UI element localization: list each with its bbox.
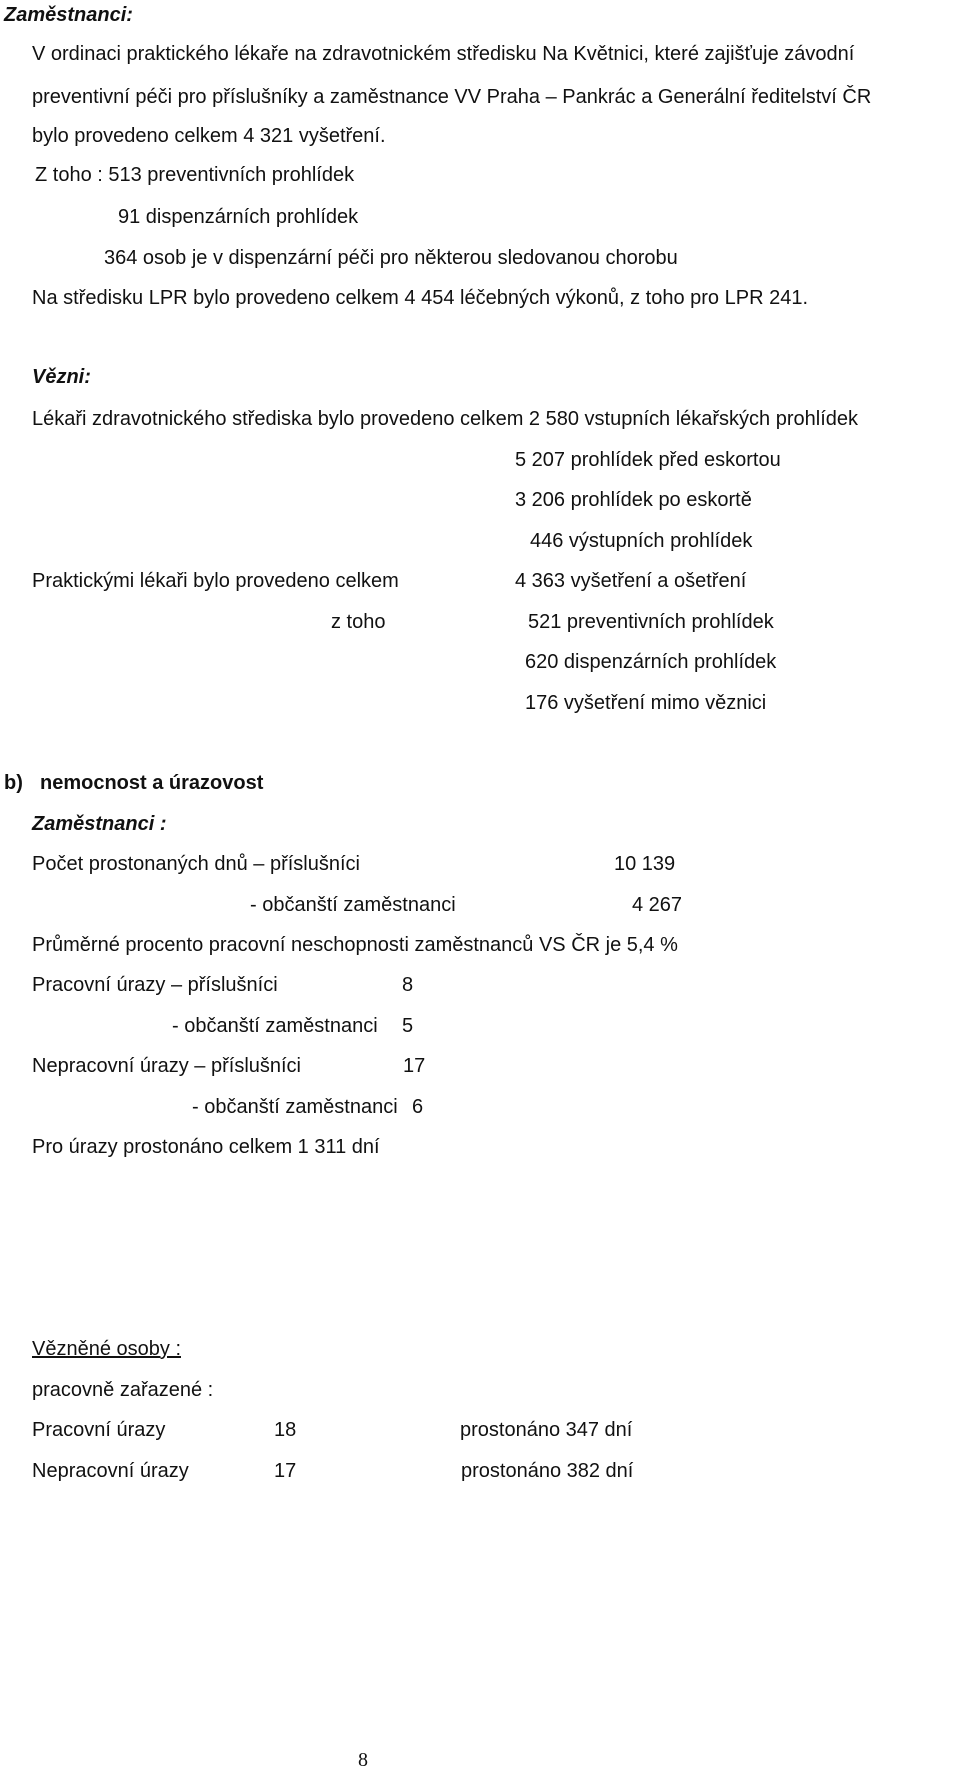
inmates-row-days: prostonáno 382 dní [461, 1460, 634, 1482]
prisoners-entry-exams: Lékaři zdravotnického střediska bylo provedeno celkem 2 580 vstupních lékařských prohlídek [32, 408, 858, 430]
inmates-row-label: Nepracovní úrazy [32, 1460, 189, 1482]
average-incapacity: Průměrné procento pracovní neschopnosti zaměstnanců VS ČR je 5,4 % [32, 934, 678, 956]
section-b-title: nemocnost a úrazovost [40, 772, 264, 794]
sick-days-label: Počet prostonaných dnů – příslušníci [32, 853, 360, 875]
prisoners-dispensary: 620 dispenzárních prohlídek [525, 651, 777, 673]
inmates-row-days: prostonáno 347 dní [460, 1419, 633, 1441]
work-injuries-civil-label: - občanští zaměstnanci [172, 1015, 378, 1037]
nonwork-injuries-value: 17 [403, 1055, 426, 1077]
section-b-marker: b) [4, 772, 23, 794]
nonwork-injuries-civil-value: 6 [412, 1096, 424, 1118]
section-b-employees-heading: Zaměstnanci : [32, 813, 167, 835]
prisoners-practical-label: Praktickými lékaři bylo provedeno celkem [32, 570, 399, 592]
prisoners-after-escort: 3 206 prohlídek po eskortě [515, 489, 752, 511]
prisoners-preventive: 521 preventivních prohlídek [528, 611, 774, 633]
prisoners-practical-value: 4 363 vyšetření a ošetření [515, 570, 747, 592]
injuries-total: Pro úrazy prostonáno celkem 1 311 dní [32, 1136, 380, 1158]
work-injuries-label: Pracovní úrazy – příslušníci [32, 974, 278, 996]
employees-dispensary-persons: 364 osob je v dispenzární péči pro některou sledovanou chorobu [104, 247, 678, 269]
employees-paragraph-line-2: preventivní péči pro příslušníky a zaměstnance VV Praha – Pankrác a Generální ředitelství ČR [32, 86, 872, 108]
prisoners-heading: Vězni: [32, 366, 91, 388]
prisoners-ztoho-label: z toho [331, 611, 386, 633]
sick-days-value: 10 139 [614, 853, 676, 875]
inmates-row-count: 17 [274, 1460, 297, 1482]
sick-days-civil-label: - občanští zaměstnanci [250, 894, 456, 916]
employees-lpr: Na středisku LPR bylo provedeno celkem 4 454 léčebných výkonů, z toho pro LPR 241. [32, 287, 808, 309]
prisoners-exit-exams: 446 výstupních prohlídek [530, 530, 753, 552]
employees-heading: Zaměstnanci: [4, 4, 133, 26]
prisoners-before-escort: 5 207 prohlídek před eskortou [515, 449, 781, 471]
sick-days-civil-value: 4 267 [632, 894, 683, 916]
page-number: 8 [358, 1749, 368, 1771]
nonwork-injuries-civil-label: - občanští zaměstnanci [192, 1096, 398, 1118]
nonwork-injuries-label: Nepracovní úrazy – příslušníci [32, 1055, 302, 1077]
employees-paragraph-line-1: V ordinaci praktického lékaře na zdravotnickém středisku Na Květnici, které zajišťuje závodní [32, 43, 855, 65]
employees-paragraph-line-3: bylo provedeno celkem 4 321 vyšetření. [32, 125, 386, 147]
work-injuries-civil-value: 5 [402, 1015, 414, 1037]
inmates-subheading: pracovně zařazené : [32, 1379, 214, 1401]
employees-preventive: Z toho : 513 preventivních prohlídek [35, 164, 355, 186]
work-injuries-value: 8 [402, 974, 414, 996]
inmates-row-count: 18 [274, 1419, 297, 1441]
prisoners-outside-exams: 176 vyšetření mimo věznici [525, 692, 767, 714]
inmates-heading: Vězněné osoby : [32, 1338, 181, 1360]
inmates-row-label: Pracovní úrazy [32, 1419, 166, 1441]
employees-dispensary: 91 dispenzárních prohlídek [118, 206, 359, 228]
